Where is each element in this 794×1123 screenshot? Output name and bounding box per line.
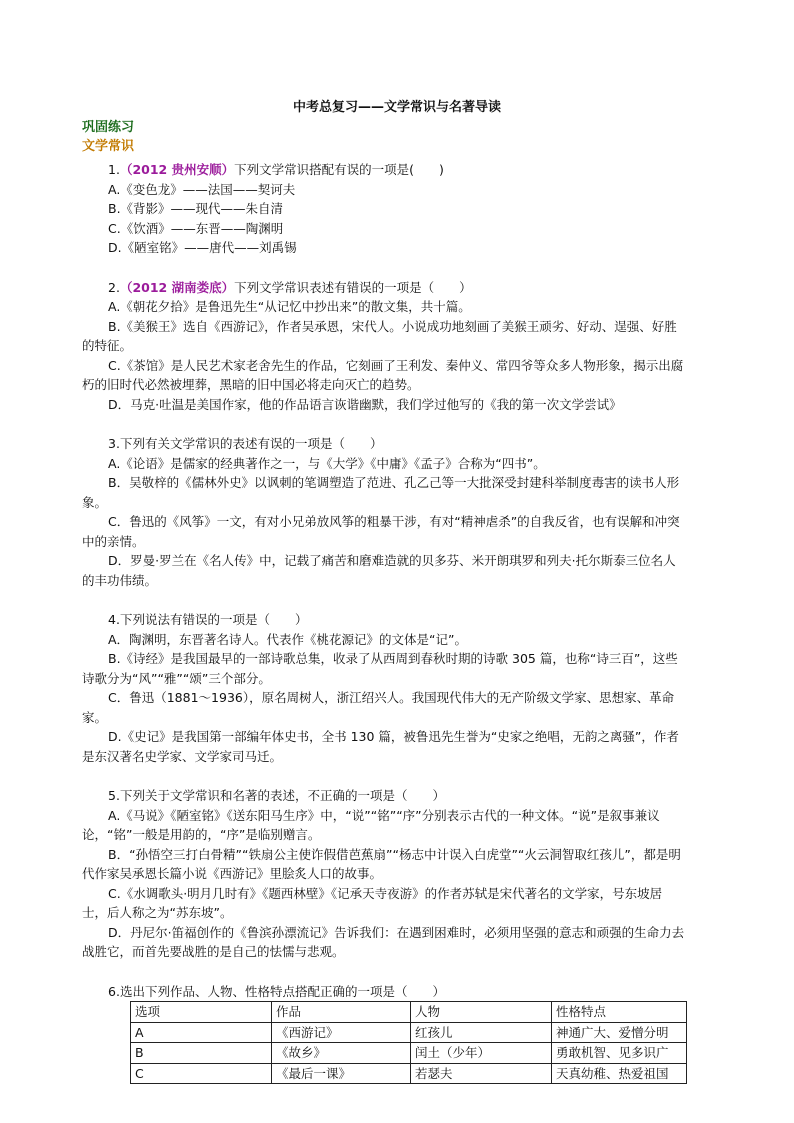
question-3	[82, 434, 687, 590]
question-6	[82, 982, 687, 1085]
table-cell: A	[131, 1022, 272, 1043]
section-heading-practice: 巩固练习	[82, 120, 135, 135]
table-cell: 《西游记》	[272, 1022, 411, 1043]
question-4	[82, 610, 687, 766]
table-header-cell: 作品	[272, 1002, 411, 1023]
matching-table	[130, 1001, 687, 1084]
option-c: C．鲁迅的《风筝》一文，有对小兄弟放风筝的粗暴干涉，有对“精神虐杀”的自我反省，也有误解和冲突中的亲情。	[82, 514, 680, 549]
table-header-cell: 选项	[131, 1002, 272, 1023]
question-number: 4.	[108, 612, 120, 627]
option-b: B.《诗经》是我国最早的一部诗歌总集，收录了从西周到春秋时期的诗歌 305 篇，也称“诗三百”，这些诗歌分为“风”“雅”“颂”三个部分。	[82, 651, 678, 686]
option-d: D．丹尼尔·笛福创作的《鲁滨孙漂流记》告诉我们：在遇到困难时，必须用坚强的意志和顽强的生命力去战胜它，而首先要战胜的是自己的怯懦与悲观。	[82, 924, 685, 959]
option-b: B．“孙悟空三打白骨精”“铁扇公主使诈假借芭蕉扇”“杨志中计误入白虎堂”“火云洞智取红孩儿”，都是明代作家吴承恩长篇小说《西游记》里脍炙人口的故事。	[82, 846, 681, 881]
section-heading-literature: 文学常识	[82, 139, 135, 154]
question-text: 下列文学常识搭配有误的一项是( )	[234, 162, 444, 177]
option-d: D.《史记》是我国第一部编年体史书，全书 130 篇，被鲁迅先生誉为“史家之绝唱，无韵之离骚”，作者是东汉著名史学家、文学家司马迁。	[82, 729, 679, 764]
table-cell: 《故乡》	[272, 1043, 411, 1064]
option-c: C.《茶馆》是人民艺术家老舍先生的作品，它刻画了王利发、秦仲义、常四爷等众多人物形象，揭示出腐朽的旧时代必然被埋葬，黑暗的旧中国必将走向灭亡的趋势。	[82, 357, 684, 392]
option-a: A.《论语》是儒家的经典著作之一，与《大学》《中庸》《孟子》合称为“四书”。	[108, 455, 546, 471]
table-cell: 天真幼稚、热爱祖国	[552, 1063, 687, 1084]
question-stem	[82, 278, 687, 298]
table-cell: 勇敢机智、见多识广	[552, 1043, 687, 1064]
question-source: （2012 贵州安顺）	[119, 162, 235, 177]
question-stem	[82, 160, 687, 180]
option-c: C.《水调歌头·明月几时有》《题西林壁》《记承天寺夜游》的作者苏轼是宋代著名的文学家，号东坡居士，后人称之为“苏东坡”。	[82, 885, 663, 920]
question-text: 下列说法有错误的一项是（ ）	[119, 612, 308, 627]
table-header-row	[131, 1002, 687, 1023]
question-text: 下列文学常识表述有错误的一项是（ ）	[234, 279, 472, 295]
question-list	[82, 160, 687, 1104]
option-b: B.《美猴王》选自《西游记》，作者吴承恩，宋代人。小说成功地刻画了美猴王顽劣、好动、逞强、好胜的特征。	[82, 318, 677, 353]
question-stem	[82, 982, 687, 1002]
option-c: C．鲁迅（1881～1936），原名周树人，浙江绍兴人。我国现代伟大的无产阶级文学家、思想家、革命家。	[82, 690, 675, 725]
table-row	[131, 1063, 687, 1084]
option-d: D.《陋室铭》——唐代——刘禹锡	[108, 240, 297, 255]
option-a: A.《变色龙》——法国——契诃夫	[108, 181, 296, 197]
table-row	[131, 1043, 687, 1064]
question-number: 3.	[108, 436, 120, 451]
table-row	[131, 1022, 687, 1043]
table-cell: 若瑟夫	[411, 1063, 552, 1084]
question-number: 1.	[108, 162, 120, 177]
table-cell: B	[131, 1043, 272, 1064]
question-source: （2012 湖南娄底）	[119, 279, 235, 295]
option-b: B.《背影》——现代——朱自清	[108, 201, 284, 216]
table-cell: 闰土（少年）	[411, 1043, 552, 1064]
question-1	[82, 160, 687, 258]
option-b: B．吴敬梓的《儒林外史》以讽刺的笔调塑造了范进、孔乙己等一大批深受封建科举制度毒害的读书人形象。	[82, 475, 680, 510]
question-stem	[82, 610, 687, 630]
option-d: D．罗曼·罗兰在《名人传》中，记载了痛苦和磨难造就的贝多芬、米开朗琪罗和列夫·托尔斯泰三位名人的丰功伟绩。	[82, 553, 676, 588]
question-stem	[82, 786, 687, 806]
option-a: A.《朝花夕拾》是鲁迅先生“从记忆中抄出来”的散文集，共十篇。	[108, 299, 471, 314]
option-a: A．陶渊明，东晋著名诗人。代表作《桃花源记》的文体是“记”。	[108, 631, 468, 647]
page-title: 中考总复习——文学常识与名著导读	[292, 100, 501, 115]
option-d: D．马克·吐温是美国作家，他的作品语言诙谐幽默，我们学过他写的《我的第一次文学尝试》	[108, 396, 622, 412]
table-cell: 《最后一课》	[272, 1063, 411, 1084]
option-c: C.《饮酒》——东晋——陶渊明	[108, 220, 284, 236]
table-header-cell: 人物	[411, 1002, 552, 1023]
table-cell: C	[131, 1063, 272, 1084]
table-cell: 红孩儿	[411, 1022, 552, 1043]
table-cell: 神通广大、爱憎分明	[552, 1022, 687, 1043]
question-number: 6.	[108, 983, 120, 999]
question-5	[82, 786, 687, 962]
question-text: 下列关于文学常识和名著的表述，不正确的一项是（ ）	[119, 788, 445, 803]
question-number: 5.	[108, 788, 120, 803]
question-text: 选出下列作品、人物、性格特点搭配正确的一项是（ ）	[119, 983, 445, 999]
question-text: 下列有关文学常识的表述有误的一项是（ ）	[119, 436, 383, 451]
question-stem	[82, 434, 687, 454]
table-header-cell: 性格特点	[552, 1002, 687, 1023]
question-number: 2.	[108, 279, 120, 295]
option-a: A.《马说》《陋室铭》《送东阳马生序》中，“说”“铭”“序”分别表示古代的一种文体。“说”是叙事兼议论，“铭”一般是用韵的，“序”是临别赠言。	[82, 807, 660, 842]
question-2	[82, 278, 687, 415]
